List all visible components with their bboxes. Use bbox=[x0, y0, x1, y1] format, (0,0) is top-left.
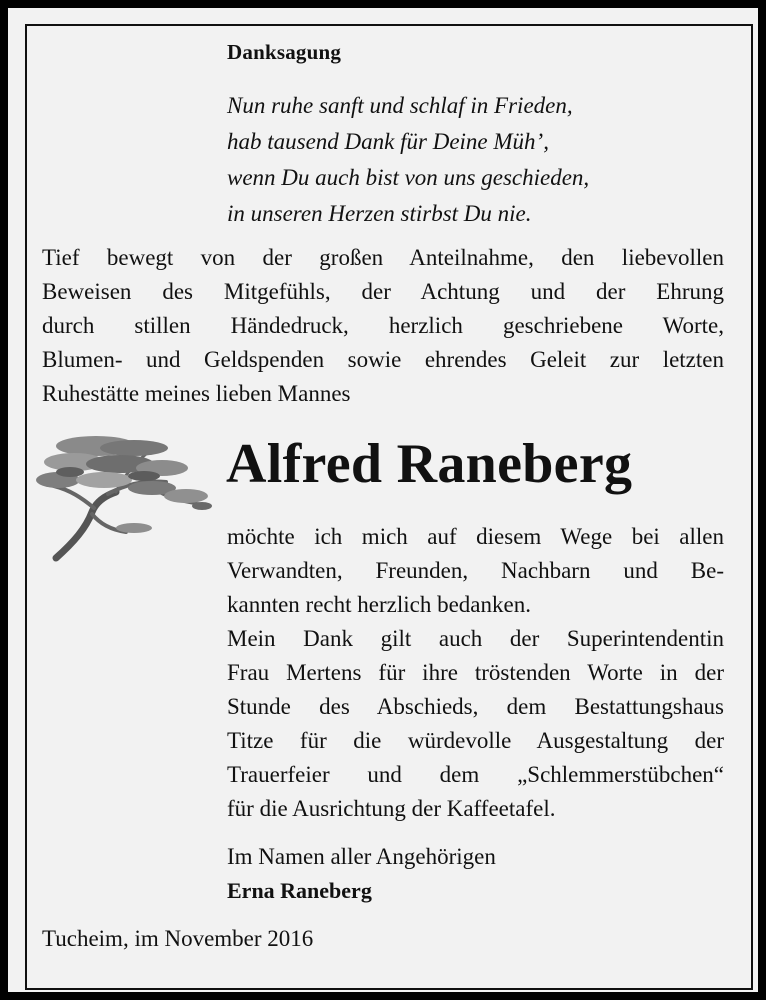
poem-line: hab tausend Dank für Deine Müh’, bbox=[227, 129, 549, 154]
intro-line: Tief bewegt von der großen Anteilnahme, den liebevollen bbox=[42, 245, 724, 270]
thanks-line: für die Ausrichtung der Kaffeetafel. bbox=[227, 796, 556, 821]
signature-name: Erna Raneberg bbox=[227, 878, 372, 903]
intro-line: Ruhestätte meines lieben Mannes bbox=[42, 381, 351, 406]
place-date: Tucheim, im November 2016 bbox=[42, 926, 314, 951]
thanks-paragraph bbox=[227, 520, 724, 826]
thanks-line: Trauerfeier und dem „Schlemmerstübchen“ bbox=[227, 762, 724, 787]
poem-line: Nun ruhe sanft und schlaf in Frieden, bbox=[227, 93, 573, 118]
deceased-name: Alfred Raneberg bbox=[226, 433, 633, 495]
thanks-line: Verwandten, Freunden, Nachbarn und Be- bbox=[227, 558, 724, 583]
poem bbox=[227, 88, 589, 232]
thanks-line: Stunde des Abschieds, dem Bestattungshaus bbox=[227, 694, 724, 719]
poem-line: wenn Du auch bist von uns geschieden, bbox=[227, 165, 590, 190]
signature-block bbox=[227, 840, 496, 908]
signature-line: Im Namen aller Angehörigen bbox=[227, 844, 496, 869]
intro-line: Blumen- und Geldspenden sowie ehrendes Geleit zur letzten bbox=[42, 347, 724, 372]
thanks-line: Mein Dank gilt auch der Superintendentin bbox=[227, 626, 724, 651]
thanks-line: kannten recht herzlich bedanken. bbox=[227, 592, 531, 617]
intro-line: Beweisen des Mitgefühls, der Achtung und der Ehrung bbox=[42, 279, 724, 304]
thanks-line: möchte ich mich auf diesem Wege bei allen bbox=[227, 524, 724, 549]
intro-line: durch stillen Händedruck, herzlich geschriebene Worte, bbox=[42, 313, 724, 338]
notice-heading: Danksagung bbox=[227, 40, 342, 64]
tree-icon bbox=[34, 432, 212, 562]
poem-line: in unseren Herzen stirbst Du nie. bbox=[227, 201, 532, 226]
thanks-line: Titze für die würdevolle Ausgestaltung der bbox=[227, 728, 724, 753]
intro-paragraph bbox=[42, 241, 724, 411]
thanks-line: Frau Mertens für ihre tröstenden Worte in der bbox=[227, 660, 724, 685]
